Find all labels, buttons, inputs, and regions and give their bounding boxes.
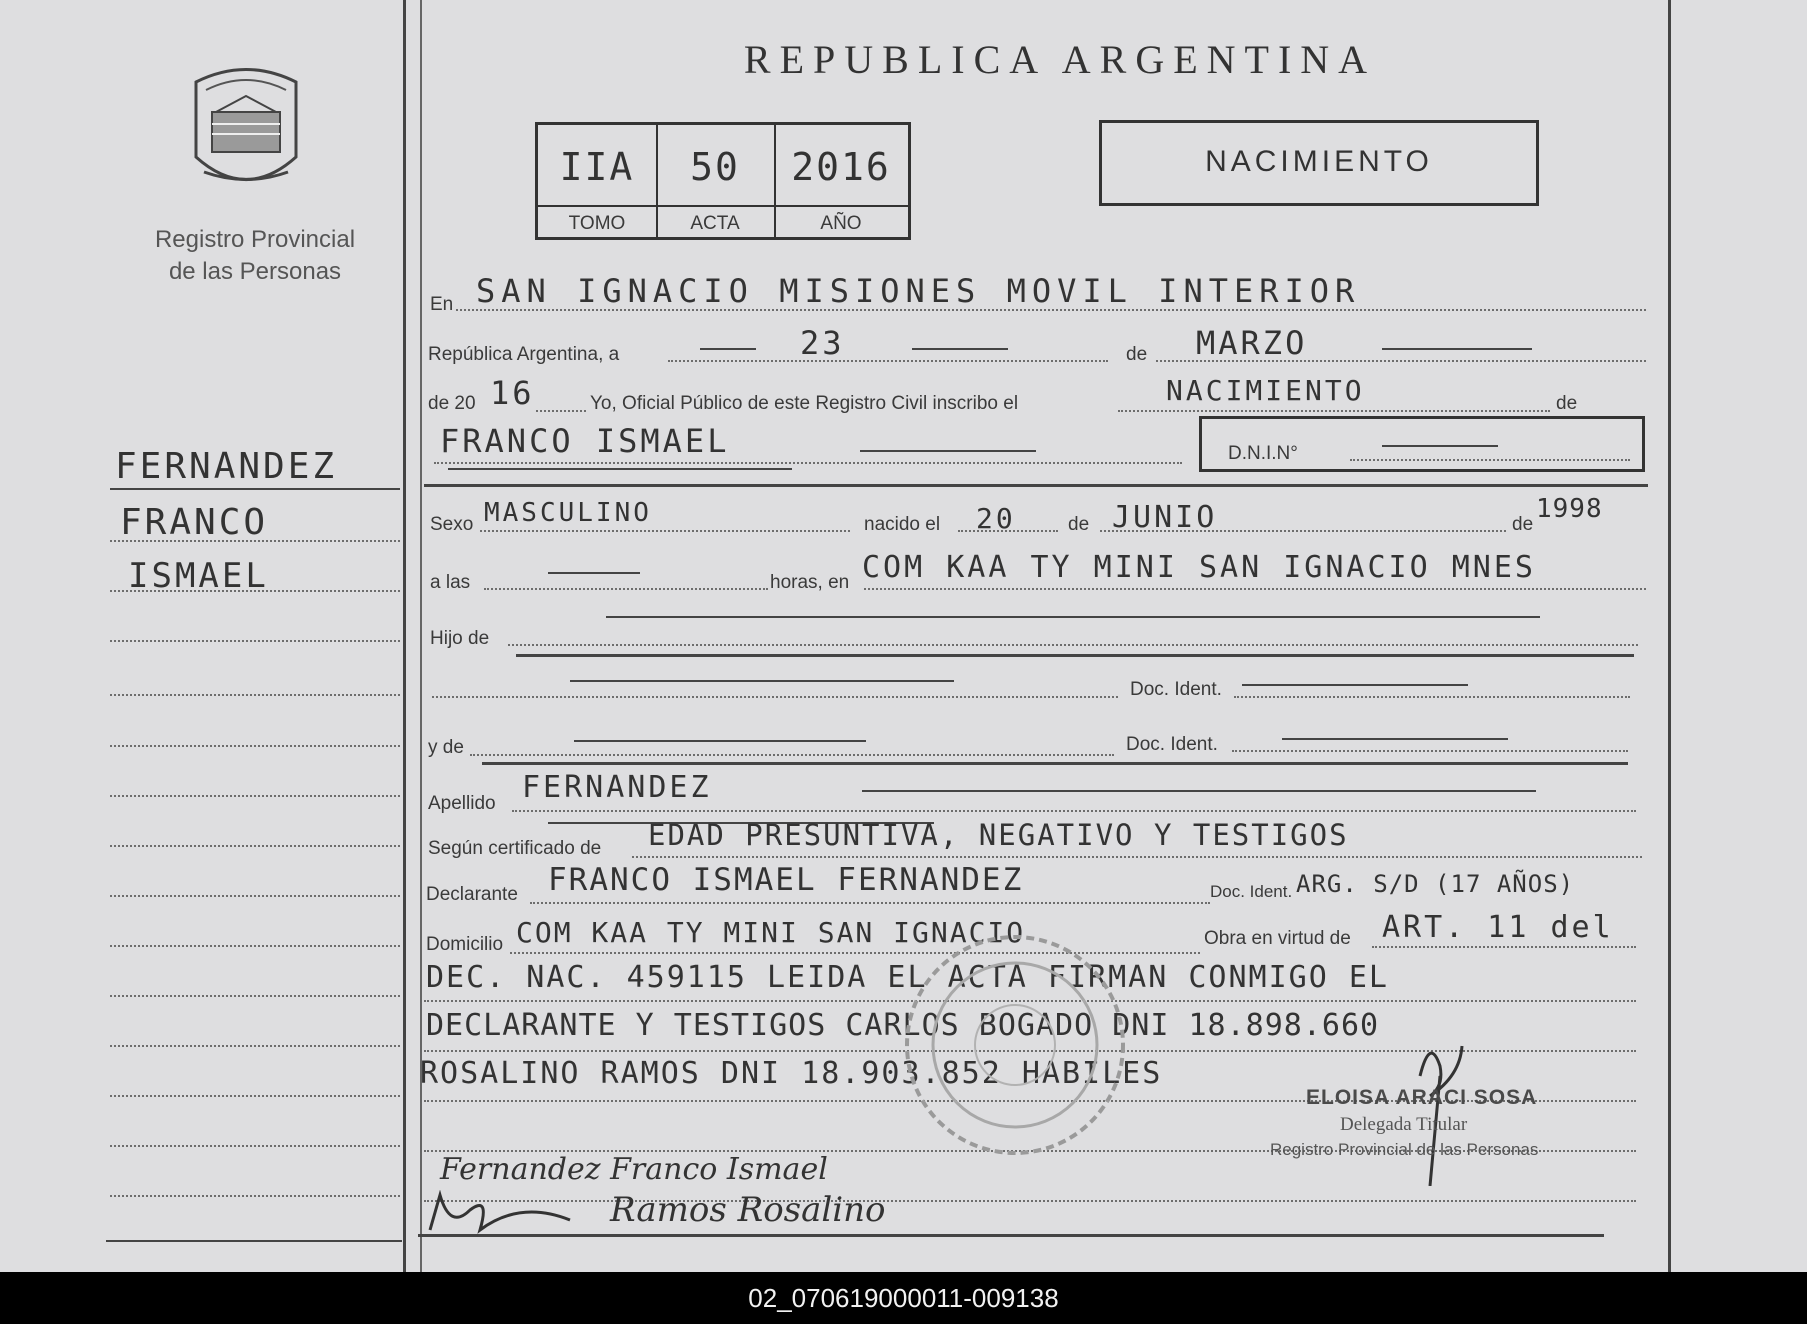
- birth-de-label: de: [1068, 514, 1090, 535]
- reference-table-divider: [538, 205, 908, 207]
- tomo-value: IIA: [559, 145, 635, 189]
- dash: [1242, 684, 1468, 686]
- declarante-doc: ARG. S/D (17 AÑOS): [1296, 870, 1575, 898]
- domicilio-value: COM KAA TY MINI SAN IGNACIO: [516, 916, 1026, 949]
- country-title: REPUBLICA ARGENTINA: [743, 37, 1377, 82]
- margin-line: [110, 745, 400, 747]
- oficial-label: Yo, Oficial Público de este Registro Civil inscribo el: [590, 393, 1019, 414]
- official-office: Registro Provincial de las Personas: [1270, 1140, 1539, 1159]
- sexo-label: Sexo: [430, 514, 474, 535]
- dash: [574, 740, 866, 742]
- nacido-label: nacido el: [864, 514, 941, 535]
- dash: [1382, 348, 1532, 350]
- horas-label: horas, en: [770, 572, 850, 593]
- acta-label: ACTA: [690, 213, 740, 234]
- hijo-label: Hijo de: [430, 628, 490, 649]
- dni-box: [1199, 416, 1645, 472]
- acta-value: 50: [690, 145, 740, 189]
- alas-line: [484, 588, 768, 590]
- declarant-signature: Fernandez Franco Ismael: [440, 1152, 828, 1187]
- margin-line: [110, 1195, 400, 1197]
- sexo-value: MASCULINO: [484, 498, 652, 528]
- apellido-label: Apellido: [428, 793, 496, 814]
- parent2-name-line: [470, 754, 1114, 756]
- witness-scribble: [420, 1190, 590, 1240]
- dash: [570, 680, 954, 682]
- record-year-suffix: 16: [490, 374, 535, 412]
- declarante-line: [530, 902, 1210, 904]
- margin-line: [110, 1045, 400, 1047]
- official-title: Delegada Titular: [1340, 1114, 1468, 1135]
- margin-line: [110, 590, 400, 592]
- place-line: [864, 588, 1646, 590]
- parent1-name-line: [432, 696, 1118, 698]
- right-border-line: [1668, 0, 1671, 1272]
- tomo-cell: [538, 125, 658, 237]
- republica-label: República Argentina, a: [428, 344, 620, 365]
- tomo-label: TOMO: [568, 213, 626, 234]
- margin-middlename: ISMAEL: [128, 556, 269, 596]
- margin-line: [110, 1145, 400, 1147]
- sexo-line: [480, 530, 850, 532]
- anio-cell: [774, 125, 908, 237]
- margin-surname: FERNANDEZ: [115, 446, 338, 487]
- obra-value: ART. 11 del: [1382, 910, 1614, 945]
- parent2-doc-line: [1232, 750, 1628, 752]
- child-given-name: FRANCO ISMAEL: [440, 422, 730, 460]
- left-column-divider: [403, 0, 406, 1272]
- parent2-divider: [482, 762, 1628, 765]
- doc-ident-label-1: Doc. Ident.: [1130, 679, 1222, 700]
- section-divider: [424, 484, 1648, 487]
- document-id-footer: 02_070619000011-009138: [0, 1272, 1807, 1324]
- de-label-end: de: [1556, 393, 1578, 414]
- dash: [860, 450, 1036, 452]
- obra-label: Obra en virtud de: [1204, 928, 1351, 949]
- yde-label: y de: [428, 737, 464, 758]
- witness-signature: Ramos Rosalino: [610, 1190, 886, 1230]
- dash: [700, 348, 756, 350]
- official-name: ELOISA ARACI SOSA: [1306, 1086, 1538, 1109]
- acta-cell: [656, 125, 776, 237]
- text-line: [424, 1200, 1636, 1202]
- apellido-value: FERNANDEZ: [522, 770, 712, 805]
- misiones-emblem: [186, 62, 306, 202]
- margin-line: [110, 995, 400, 997]
- reference-table: [535, 122, 911, 240]
- domicilio-label: Domicilio: [426, 934, 504, 955]
- text-line-2: DECLARANTE Y TESTIGOS CARLOS BOGADO DNI 18.898.660: [426, 1008, 1380, 1043]
- dash: [1282, 738, 1508, 740]
- day-line: [668, 360, 1108, 362]
- apellido-line: [512, 810, 1636, 812]
- margin-line: [110, 845, 400, 847]
- record-type-box: [1099, 120, 1539, 206]
- margin-bottom-line: [106, 1240, 402, 1242]
- obra-line: [1372, 946, 1636, 948]
- dni-label: D.N.I.N°: [1228, 443, 1298, 464]
- margin-line: [110, 694, 400, 696]
- alas-label: a las: [430, 572, 471, 593]
- dash: [606, 616, 1540, 618]
- registry-name-line1: Registro Provincial: [154, 226, 356, 253]
- dash: [862, 790, 1536, 792]
- year-prefix-label: de 20: [428, 393, 476, 414]
- segun-line: [632, 856, 1642, 858]
- anio-label: AÑO: [820, 213, 862, 234]
- inscribe-value: NACIMIENTO: [1166, 374, 1365, 407]
- margin-line: [110, 540, 400, 542]
- margin-line: [110, 895, 400, 897]
- parent-divider: [516, 654, 1634, 657]
- inscribe-line: [1118, 410, 1550, 412]
- margin-line: [110, 795, 400, 797]
- official-seal: [900, 930, 1130, 1160]
- birth-day-line: [958, 530, 1058, 532]
- margin-line: [110, 640, 400, 642]
- hijo-line: [508, 644, 1638, 646]
- dash: [912, 348, 1008, 350]
- text-line-3: ROSALINO RAMOS DNI 18.903.852 HABILES: [420, 1056, 1163, 1091]
- declarante-value: FRANCO ISMAEL FERNANDEZ: [548, 862, 1024, 898]
- doc-ident-label-3: Doc. Ident.: [1210, 882, 1293, 901]
- declarante-label: Declarante: [426, 884, 518, 905]
- margin-line: [110, 1095, 400, 1097]
- birth-month-line: [1100, 530, 1506, 532]
- name-underline: [448, 468, 792, 470]
- record-day: 23: [800, 324, 845, 362]
- dni-line: [1350, 459, 1630, 461]
- margin-firstname: FRANCO: [120, 502, 269, 543]
- segun-value: EDAD PRESUNTIVA, NEGATIVO Y TESTIGOS: [648, 818, 1349, 852]
- text-line-1: DEC. NAC. 459115 LEIDA EL ACTA FIRMAN CONMIGO EL: [426, 960, 1389, 995]
- dash: [1382, 445, 1498, 447]
- parent1-doc-line: [1234, 696, 1630, 698]
- record-type: NACIMIENTO: [1205, 145, 1433, 178]
- birth-day: 20: [976, 502, 1016, 535]
- name-line: [434, 462, 1182, 464]
- official-signature: [1410, 1036, 1470, 1186]
- margin-line: [110, 488, 400, 490]
- birth-year-label: de: [1512, 514, 1534, 535]
- registry-name-line2: de las Personas: [168, 258, 342, 285]
- year-line: [536, 410, 586, 412]
- de-label: de: [1126, 344, 1148, 365]
- dash: [548, 572, 640, 574]
- doc-ident-label-2: Doc. Ident.: [1126, 734, 1218, 755]
- place-of-record: SAN IGNACIO MISIONES MOVIL INTERIOR: [476, 272, 1361, 310]
- birth-year: 1998: [1536, 494, 1603, 524]
- segun-label: Según certificado de: [428, 838, 602, 859]
- anio-value: 2016: [791, 145, 891, 189]
- record-month: MARZO: [1196, 324, 1308, 362]
- signature-base-line: [418, 1234, 1604, 1237]
- margin-line: [110, 945, 400, 947]
- birth-place: COM KAA TY MINI SAN IGNACIO MNES: [862, 550, 1536, 585]
- birth-month: JUNIO: [1112, 500, 1218, 535]
- en-label: En: [430, 294, 454, 315]
